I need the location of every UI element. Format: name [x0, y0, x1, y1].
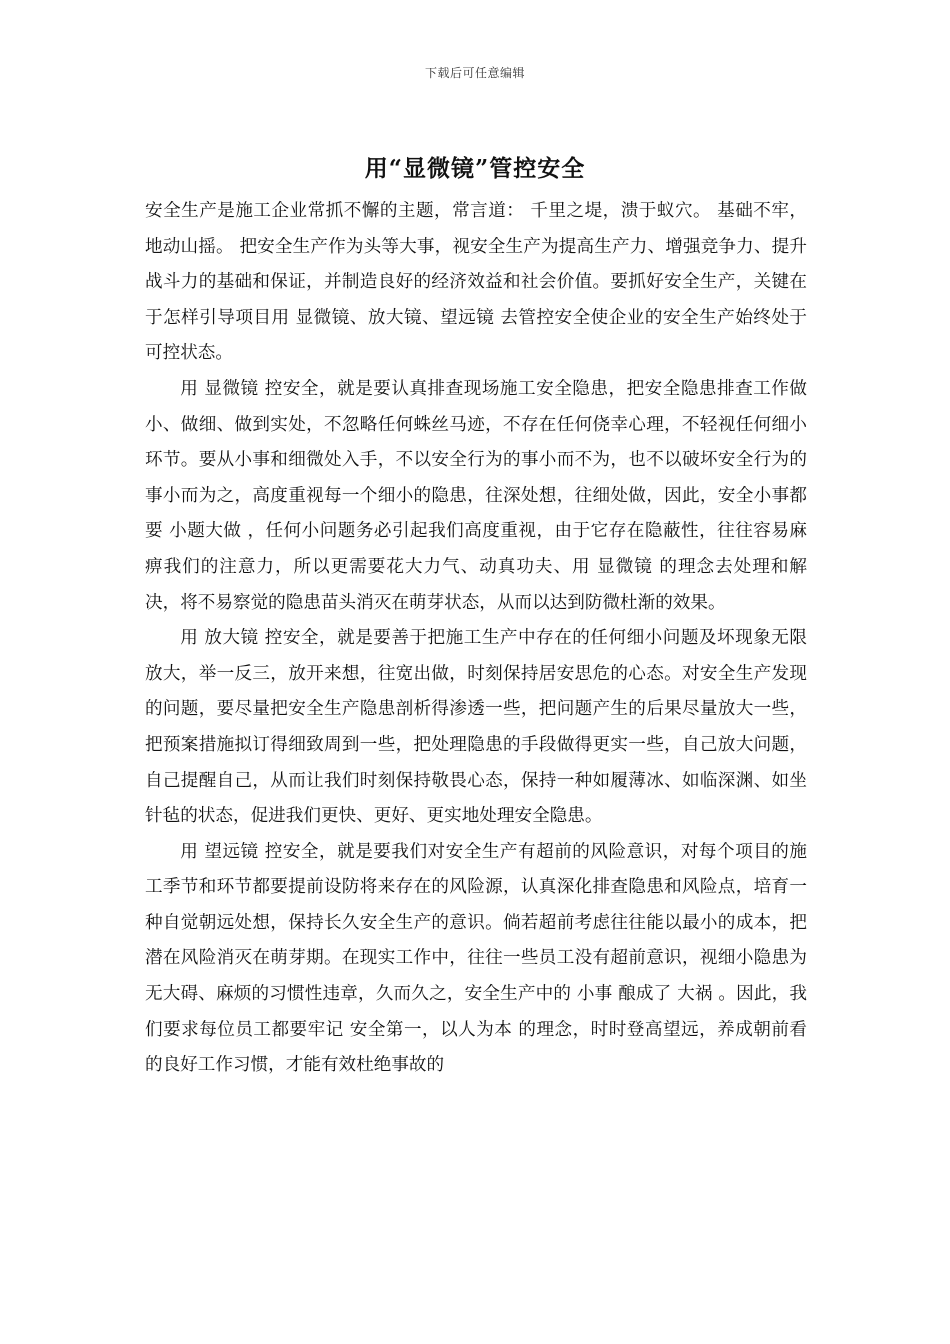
page-header-note: 下载后可任意编辑 — [424, 66, 525, 80]
paragraph-magnifier: 用 放大镜 控安全，就是要善于把施工生产中存在的任何细小问题及坏现象无限放大，举一反三，放开来想，往宽出做，时刻保持居安思危的心态。对安全生产发现的问题，要尽量把安全生产隐患剖析得渗透一些，把问题产生的后果尽量放大一些，把预案措施拟订得细致周到一些，把处理隐患的手段做得更实一些，自己放大问题，自己提醒自己，从而让我们时刻保持敬畏心态，保持一种如履薄冰、如临深渊、如坐针毡的状态，促进我们更快、更好、更实地处理安全隐患。 — [145, 628, 807, 827]
document-body — [145, 194, 807, 1084]
page-title: 用“显微镜”管控安全 — [364, 155, 586, 182]
paragraph-microscope: 用 显微镜 控安全，就是要认真排查现场施工安全隐患，把安全隐患排查工作做小、做细、做到实处，不忽略任何蛛丝马迹，不存在任何侥幸心理，不轻视任何细小环节。要从小事和细微处入手，不以安全行为的事小而不为，也不以破坏安全行为的事小而为之，高度重视每一个细小的隐患，往深处想，往细处做，因此，安全小事都要 小题大做 ，任何小问题务必引起我们高度重视，由于它存在隐蔽性，往往容易麻痹我们的注意力，所以更需要花大力气、动真功夫、用 显微镜 的理念去处理和解决，将不易察觉的隐患苗头消灭在萌芽状态，从而以达到防微杜渐的效果。 — [145, 378, 807, 613]
paragraph-intro: 安全生产是施工企业常抓不懈的主题，常言道： 千里之堤，溃于蚁穴。 基础不牢，地动山摇。 把安全生产作为头等大事，视安全生产为提高生产力、增强竞争力、提升战斗力的基础和保证，并制造良好的经济效益和社会价值。要抓好安全生产，关键在于怎样引导项目用 显微镜、放大镜、望远镜 去管控安全使企业的安全生产始终处于可控状态。 — [145, 201, 807, 364]
paragraph-telescope: 用 望远镜 控安全，就是要我们对安全生产有超前的风险意识，对每个项目的施工季节和环节都要提前设防将来存在的风险源，认真深化排查隐患和风险点，培育一种自觉朝远处想，保持长久安全生产的意识。倘若超前考虑往往能以最小的成本，把潜在风险消灭在萌芽期。在现实工作中，往往一些员工没有超前意识，视细小隐患为无大碍、麻烦的习惯性违章，久而久之，安全生产中的 小事 酿成了 大祸 。因此，我们要求每位员工都要牢记 安全第一，以人为本 的理念，时时登高望远，养成朝前看的良好工作习惯，才能有效杜绝事故的 — [145, 841, 807, 1076]
